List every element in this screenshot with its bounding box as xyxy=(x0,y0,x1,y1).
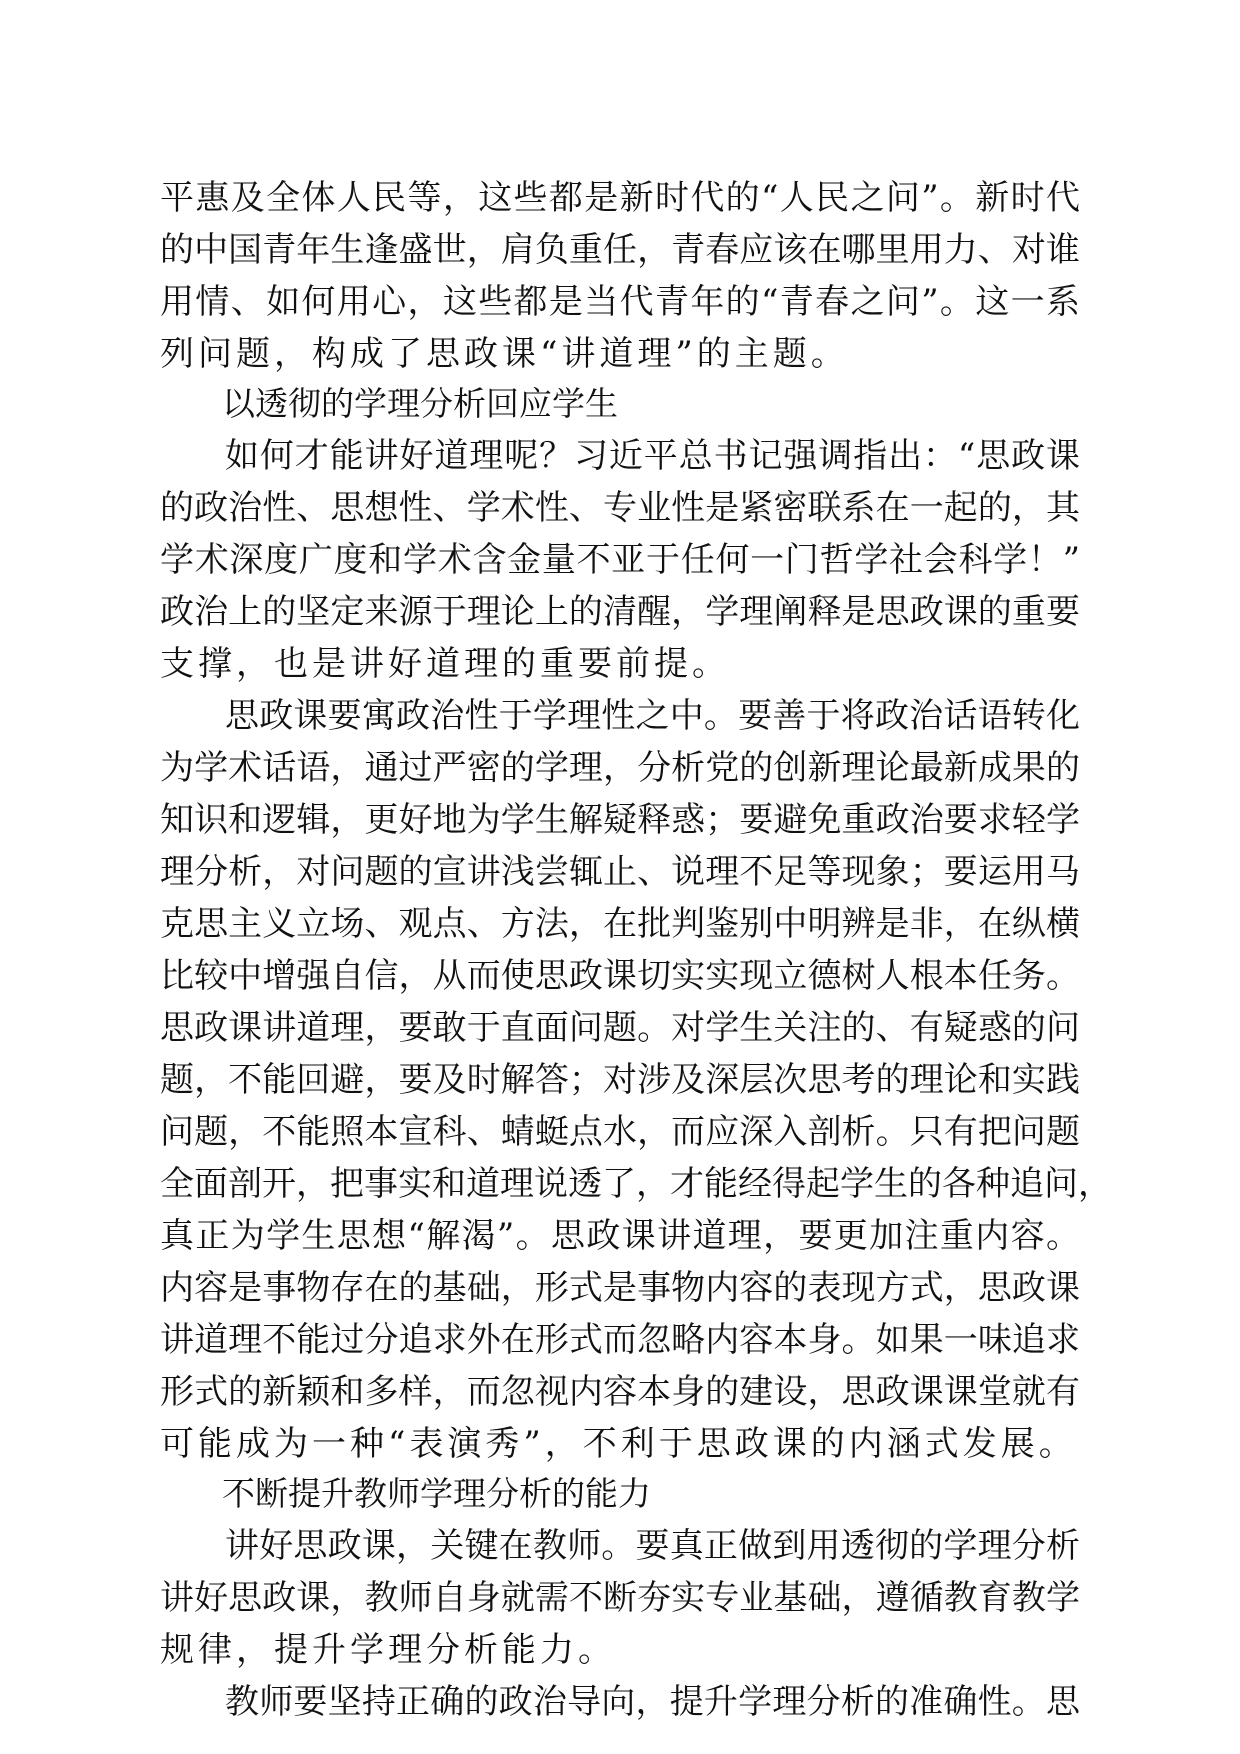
body-text-line: 平惠及全体人民等，这些都是新时代的“人民之问”。新时代 xyxy=(160,178,1080,218)
body-text-line: 讲道理不能过分追求外在形式而忽略内容本身。如果一味追求 xyxy=(160,1320,1080,1360)
body-text-line: 支撑，也是讲好道理的重要前提。 xyxy=(160,644,730,684)
body-text-line: 形式的新颖和多样，而忽视内容本身的建设，思政课课堂就有 xyxy=(160,1372,1080,1412)
body-text-line: 内容是事物存在的基础，形式是事物内容的表现方式，思政课 xyxy=(160,1268,1080,1308)
body-text-line: 讲好思政课，教师自身就需不断夯实专业基础，遵循教育教学 xyxy=(160,1578,1080,1618)
body-text-line: 的政治性、思想性、学术性、专业性是紧密联系在一起的，其 xyxy=(160,488,1080,528)
body-text-line: 规律，提升学理分析能力。 xyxy=(160,1630,616,1670)
body-text-line: 知识和逻辑，更好地为学生解疑释惑；要避免重政治要求轻学 xyxy=(160,800,1080,840)
section-heading: 以透彻的学理分析回应学生 xyxy=(222,384,618,423)
body-text-line: 理分析，对问题的宣讲浅尝辄止、说理不足等现象；要运用马 xyxy=(160,852,1080,892)
body-text-line: 问题，不能照本宣科、蜻蜓点水，而应深入剖析。只有把问题 xyxy=(160,1112,1080,1152)
section-heading: 不断提升教师学理分析的能力 xyxy=(222,1474,651,1513)
body-text-line: 克思主义立场、观点、方法，在批判鉴别中明辨是非，在纵横 xyxy=(160,904,1080,944)
paragraph-first-line: 如何才能讲好道理呢？习近平总书记强调指出：“思政课 xyxy=(225,436,1080,476)
paragraph-first-line: 思政课要寓政治性于学理性之中。要善于将政治话语转化 xyxy=(225,696,1080,736)
body-text-line: 真正为学生思想“解渴”。思政课讲道理，要更加注重内容。 xyxy=(160,1216,1080,1256)
paragraph-first-line: 教师要坚持正确的政治导向，提升学理分析的准确性。思 xyxy=(225,1682,1080,1722)
body-text-line: 题，不能回避，要及时解答；对涉及深层次思考的理论和实践 xyxy=(160,1060,1080,1100)
body-text-line: 用情、如何用心，这些都是当代青年的“青春之问”。这一系 xyxy=(160,282,1080,322)
body-text-line: 为学术话语，通过严密的学理，分析党的创新理论最新成果的 xyxy=(160,748,1080,788)
body-text-line: 比较中增强自信，从而使思政课切实实现立德树人根本任务。 xyxy=(160,956,1080,996)
paragraph-first-line: 讲好思政课，关键在教师。要真正做到用透彻的学理分析 xyxy=(225,1526,1080,1566)
body-text-line: 的中国青年生逢盛世，肩负重任，青春应该在哪里用力、对谁 xyxy=(160,230,1080,270)
body-text-line: 全面剖开，把事实和道理说透了，才能经得起学生的各种追问， xyxy=(160,1164,1112,1204)
body-text-line: 学术深度广度和学术含金量不亚于任何一门哲学社会科学！” xyxy=(160,540,1080,580)
body-text-line: 可能成为一种“表演秀”，不利于思政课的内涵式发展。 xyxy=(160,1424,1077,1464)
body-text-line: 列问题，构成了思政课“讲道理”的主题。 xyxy=(160,334,849,374)
body-text-line: 思政课讲道理，要敢于直面问题。对学生关注的、有疑惑的问 xyxy=(160,1008,1080,1048)
body-text-line: 政治上的坚定来源于理论上的清醒，学理阐释是思政课的重要 xyxy=(160,592,1080,632)
